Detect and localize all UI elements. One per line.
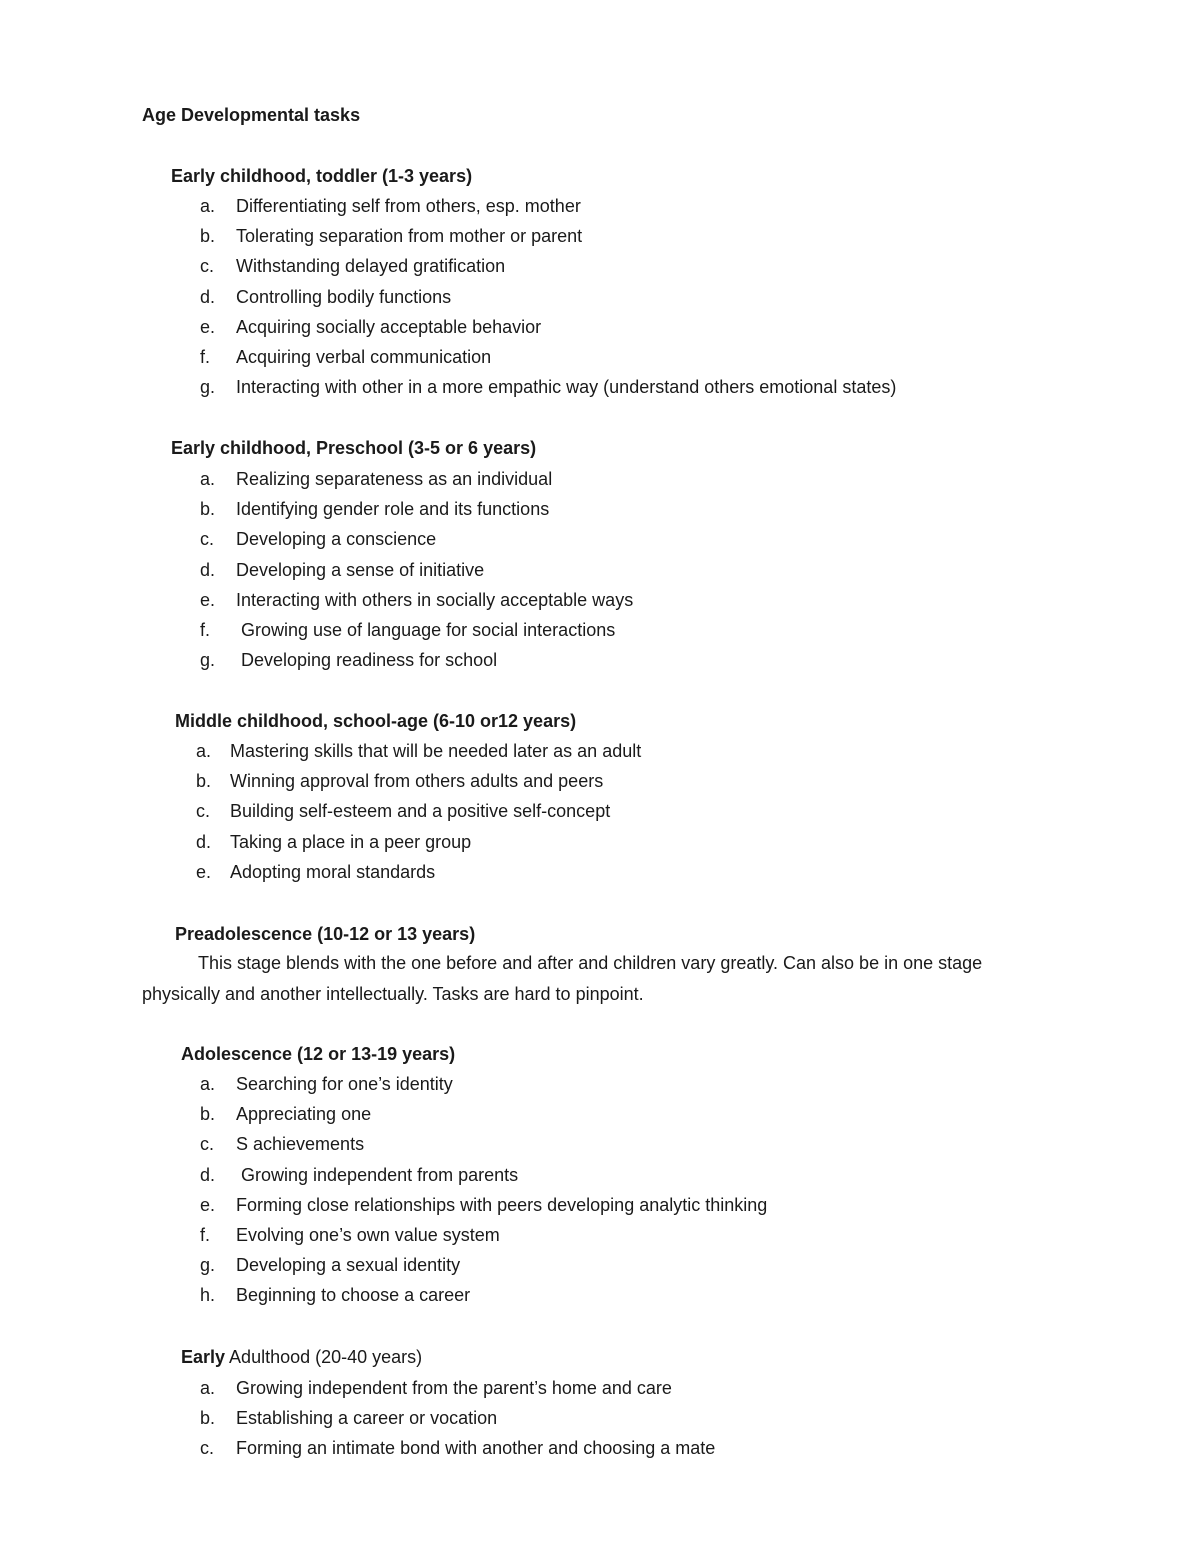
list-text: Controlling bodily functions <box>236 286 452 307</box>
list-text: Acquiring socially acceptable behavior <box>236 316 542 337</box>
list-item <box>0 467 1200 497</box>
list-item <box>0 527 1200 557</box>
list-item <box>0 194 1200 224</box>
task-list-school-age <box>0 739 1200 890</box>
section-heading-early-adulthood <box>181 1345 422 1369</box>
list-marker: a. <box>200 1378 216 1398</box>
paragraph-line: This stage blends with the one before and after and children vary greatly. Can also be in one stage <box>198 953 983 973</box>
list-item <box>0 1163 1200 1193</box>
paragraph-line: physically and another intellectually. Tasks are hard to pinpoint. <box>142 984 644 1004</box>
list-marker: g. <box>200 650 216 671</box>
heading-normal-part: Adulthood (20-40 years) <box>225 1347 423 1367</box>
list-text: Interacting with other in a more empathic way (understand others emotional states) <box>236 377 897 398</box>
list-item <box>0 799 1200 829</box>
list-marker: h. <box>200 1285 216 1306</box>
list-item <box>0 1376 1200 1406</box>
list-item <box>0 1102 1200 1132</box>
list-text: Interacting with others in socially acceptable ways <box>236 589 634 610</box>
list-item <box>0 315 1200 345</box>
list-marker: a. <box>200 196 216 216</box>
list-text: Growing independent from parents <box>236 1164 519 1185</box>
list-marker: e. <box>200 316 216 337</box>
list-text: Developing a sexual identity <box>236 1255 461 1276</box>
task-list-toddler <box>0 194 1200 405</box>
list-text: Differentiating self from others, esp. mother <box>236 196 581 216</box>
section-heading-adolescence: Adolescence (12 or 13-19 years) <box>181 1044 456 1064</box>
list-item <box>0 618 1200 648</box>
list-text: Developing a conscience <box>236 529 437 550</box>
list-item <box>0 224 1200 254</box>
section-heading-preschool: Early childhood, Preschool (3-5 or 6 years) <box>171 438 537 458</box>
list-marker: e. <box>200 1194 216 1215</box>
list-marker: e. <box>200 589 216 610</box>
list-marker: c. <box>200 1134 215 1155</box>
list-marker: d. <box>200 559 216 580</box>
list-item <box>0 769 1200 799</box>
list-item <box>0 1072 1200 1102</box>
list-text: Evolving one’s own value system <box>236 1224 500 1245</box>
list-item <box>0 497 1200 527</box>
list-item <box>0 588 1200 618</box>
list-item <box>0 648 1200 678</box>
list-text: S achievements <box>236 1134 365 1155</box>
list-marker: b. <box>200 1408 216 1429</box>
list-text: Mastering skills that will be needed later as an adult <box>230 741 642 761</box>
list-item <box>0 558 1200 588</box>
list-marker: a. <box>200 1074 216 1094</box>
list-text: Withstanding delayed gratification <box>236 256 506 277</box>
list-marker: b. <box>200 499 216 520</box>
list-item <box>0 1132 1200 1162</box>
task-list-adolescence <box>0 1072 1200 1314</box>
list-text: Realizing separateness as an individual <box>236 469 553 489</box>
list-marker: g. <box>200 377 216 398</box>
list-item <box>0 1253 1200 1283</box>
list-text: Searching for one’s identity <box>236 1074 453 1094</box>
list-marker: a. <box>200 469 216 489</box>
task-list-early-adulthood <box>0 1376 1200 1467</box>
list-item <box>0 1436 1200 1466</box>
list-text: Appreciating one <box>236 1104 372 1125</box>
list-text: Taking a place in a peer group <box>230 831 472 852</box>
section-heading-preadolescence: Preadolescence (10-12 or 13 years) <box>175 924 476 944</box>
document-title: Age Developmental tasks <box>142 105 361 125</box>
task-list-preschool <box>0 467 1200 678</box>
list-text: Building self-esteem and a positive self-concept <box>230 801 611 822</box>
list-item <box>0 345 1200 375</box>
list-marker: e. <box>196 861 212 882</box>
list-text: Tolerating separation from mother or parent <box>236 226 583 247</box>
list-text: Acquiring verbal communication <box>236 346 492 367</box>
list-marker: c. <box>200 256 215 277</box>
list-marker: f. <box>200 619 211 640</box>
list-item <box>0 1193 1200 1223</box>
list-text: Identifying gender role and its functions <box>236 499 550 520</box>
list-marker: b. <box>196 771 212 792</box>
list-marker: c. <box>200 1438 215 1459</box>
list-text: Developing readiness for school <box>236 650 498 671</box>
list-marker: c. <box>196 801 211 822</box>
list-text: Forming close relationships with peers developing analytic thinking <box>236 1194 768 1215</box>
list-item <box>0 1406 1200 1436</box>
list-item <box>0 1283 1200 1313</box>
list-text: Establishing a career or vocation <box>236 1408 498 1429</box>
list-marker: f. <box>200 346 211 367</box>
list-text: Beginning to choose a career <box>236 1285 471 1306</box>
list-marker: b. <box>200 226 216 247</box>
section-heading-school-age: Middle childhood, school-age (6-10 or12 years) <box>175 711 577 731</box>
list-marker: a. <box>196 741 212 761</box>
list-marker: f. <box>200 1224 211 1245</box>
list-item <box>0 830 1200 860</box>
list-item <box>0 254 1200 284</box>
list-text: Winning approval from others adults and peers <box>230 771 604 792</box>
list-marker: b. <box>200 1104 216 1125</box>
list-item <box>0 739 1200 769</box>
list-marker: d. <box>200 286 216 307</box>
list-text: Growing use of language for social interactions <box>236 619 616 640</box>
list-marker: g. <box>200 1255 216 1276</box>
list-text: Adopting moral standards <box>230 861 436 882</box>
list-item <box>0 860 1200 890</box>
list-marker: d. <box>196 831 212 852</box>
list-marker: c. <box>200 529 215 550</box>
list-text: Developing a sense of initiative <box>236 559 485 580</box>
heading-bold-part: Early <box>181 1347 226 1367</box>
list-marker: d. <box>200 1164 216 1185</box>
list-item <box>0 1223 1200 1253</box>
section-heading-toddler: Early childhood, toddler (1-3 years) <box>171 166 473 186</box>
list-item <box>0 285 1200 315</box>
list-item <box>0 375 1200 405</box>
list-text: Growing independent from the parent’s home and care <box>236 1378 672 1398</box>
list-text: Forming an intimate bond with another and choosing a mate <box>236 1438 716 1459</box>
